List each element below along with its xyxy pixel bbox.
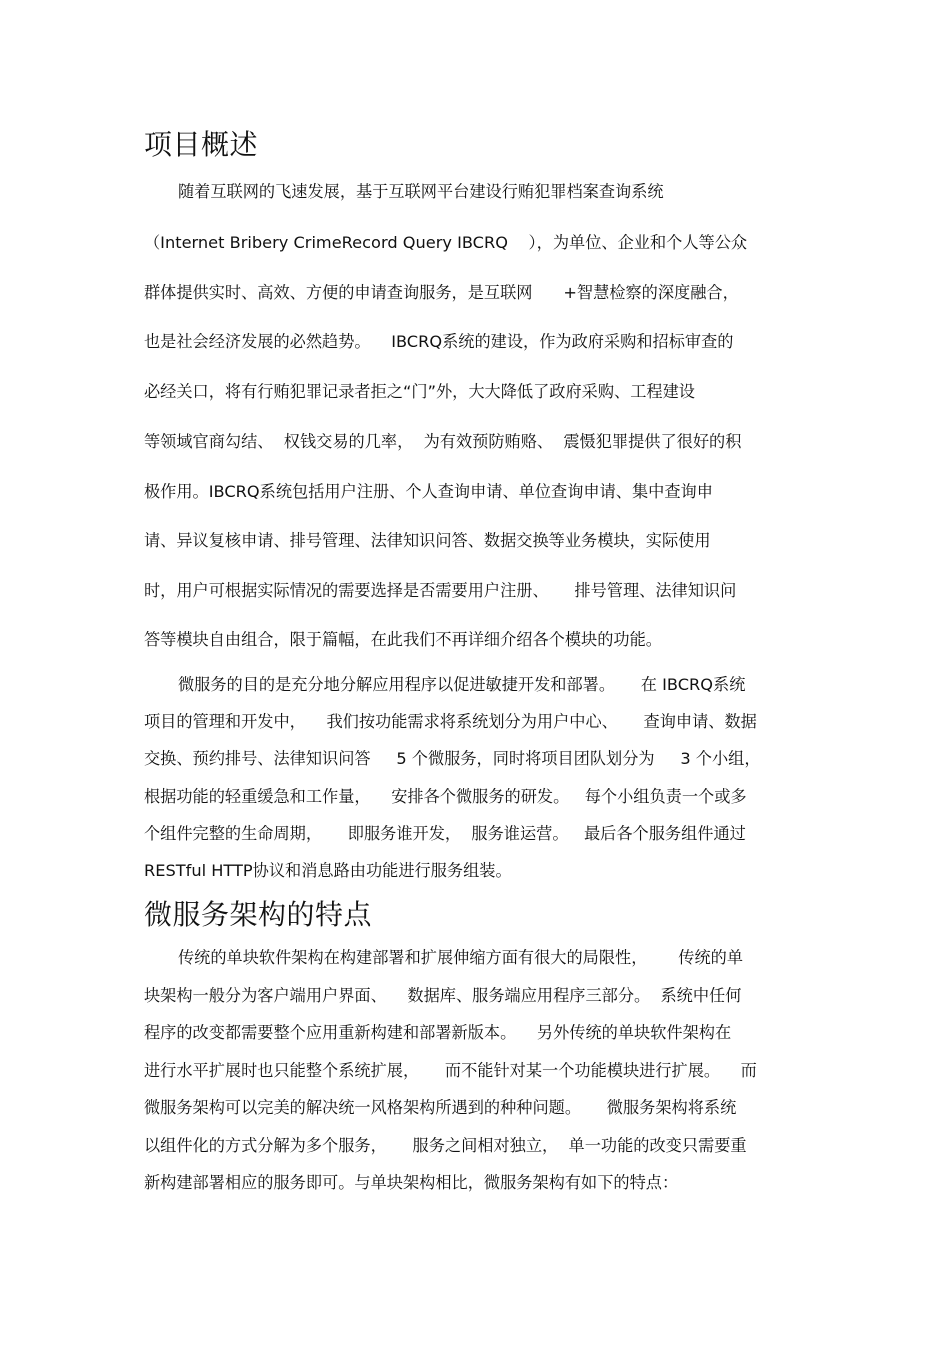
text-line: 答等模块自由组合，限于篇幅，在此我们不再详细介绍各个模块的功能。 [144, 630, 662, 649]
text-line: 项目的管理和开发中， 我们按功能需求将系统划分为用户中心、 查询申请、数据 [144, 712, 757, 731]
text-line: 时，用户可根据实际情况的需要选择是否需要用户注册、 排号管理、法律知识问 [144, 581, 737, 600]
text-line: 也是社会经济发展的必然趋势。 IBCRQ系统的建设，作为政府采购和招标审查的 [144, 332, 734, 351]
text-line: 等领域官商勾结、 权钱交易的几率， 为有效预防贿赂、 震慑犯罪提供了很好的积 [144, 432, 742, 451]
section-title-microservice-features: 微服务架构的特点 [144, 898, 373, 931]
text-line: 微服务架构可以完美的解决统一风格架构所遇到的种种问题。 微服务架构将系统 [144, 1098, 737, 1117]
text-line: 个组件完整的生命周期， 即服务谁开发， 服务谁运营。 最后各个服务组件通过 [144, 824, 746, 843]
text-line: 以组件化的方式分解为多个服务， 服务之间相对独立， 单一功能的改变只需要重 [144, 1136, 747, 1155]
text-line: 程序的改变都需要整个应用重新构建和部署新版本。 另外传统的单块软件架构在 [144, 1023, 732, 1042]
text-line: RESTful HTTP协议和消息路由功能进行服务组装。 [144, 861, 512, 880]
text-line: 新构建部署相应的服务即可。与单块架构相比，微服务架构有如下的特点： [144, 1173, 679, 1192]
text-line: （Internet Bribery CrimeRecord Query IBCRQ ），为单位、企业和个人等公众 [144, 233, 748, 252]
text-line: 块架构一般分为客户端用户界面、 数据库、服务端应用程序三部分。 系统中任何 [144, 986, 742, 1005]
text-line: 群体提供实时、高效、方便的申请查询服务，是互联网 +智慧检察的深度融合， [144, 283, 739, 302]
text-line: 随着互联网的飞速发展，基于互联网平台建设行贿犯罪档案查询系统 [178, 182, 664, 201]
text-line: 交换、预约排号、法律知识问答 5 个微服务，同时将项目团队划分为 3 个小组， [144, 749, 761, 768]
text-line: 传统的单块软件架构在构建部署和扩展伸缩方面有很大的局限性， 传统的单 [178, 948, 744, 967]
text-line: 根据功能的轻重缓急和工作量， 安排各个微服务的研发。 每个小组负责一个或多 [144, 787, 747, 806]
text-line: 极作用。IBCRQ系统包括用户注册、个人查询申请、单位查询申请、集中查询申 [144, 482, 713, 501]
text-line: 进行水平扩展时也只能整个系统扩展， 而不能针对某一个功能模块进行扩展。 而 [144, 1061, 757, 1080]
text-line: 请、异议复核申请、排号管理、法律知识问答、数据交换等业务模块，实际使用 [144, 531, 711, 550]
section-title-project-overview: 项目概述 [144, 128, 259, 161]
text-line: 微服务的目的是充分地分解应用程序以促进敏捷开发和部署。 在 IBCRQ系统 [178, 675, 746, 694]
text-line: 必经关口，将有行贿犯罪记录者拒之“门”外，大大降低了政府采购、工程建设 [144, 382, 695, 401]
